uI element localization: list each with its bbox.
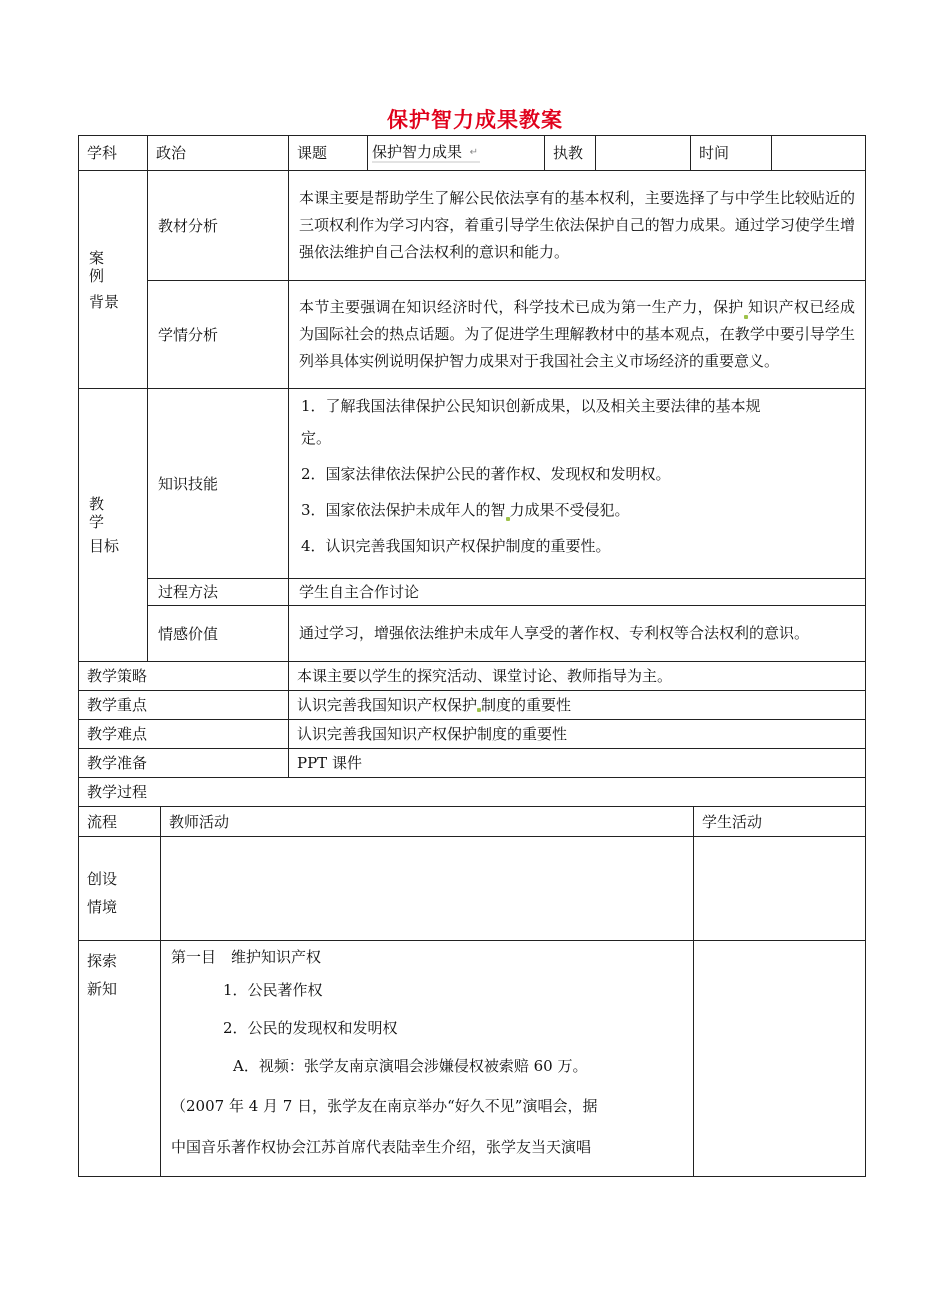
page-title: 保护智力成果教案 (387, 108, 563, 132)
stage-row (79, 941, 866, 1177)
strategy-label: 教学策略 (79, 662, 289, 691)
difficulty-row (79, 720, 866, 749)
goal-item-4: 4．认识完善我国知识产权保护制度的重要性。 (301, 537, 611, 555)
teaching-goals-label: 教 学 目标 (79, 389, 148, 662)
main-table (78, 135, 866, 807)
topic-value (368, 136, 545, 171)
header-row (79, 136, 866, 171)
strategy-row (79, 662, 866, 691)
goal-item-1-cont: 定。 (301, 429, 332, 447)
stage-row (79, 837, 866, 941)
student-activity-column-header: 学生活动 (694, 807, 866, 837)
material-row (79, 171, 866, 281)
activity-line: 1．公民著作权 (223, 981, 323, 999)
goal-item-2: 2．国家法律依法保护公民的著作权、发现权和发明权。 (301, 465, 671, 483)
explore-student-activity (694, 941, 866, 1177)
process-header-row (79, 807, 866, 837)
material-label: 教材分析 (148, 171, 289, 281)
preparation-row (79, 749, 866, 778)
activity-line: 2．公民的发现权和发明权 (223, 1019, 398, 1037)
emotion-text: 通过学习，增强依法维护未成年人享受的著作权、专利权等合法权利的意识。 (289, 606, 866, 662)
student-label: 学情分析 (148, 281, 289, 389)
emotion-row (79, 606, 866, 662)
flow-column-header: 流程 (79, 807, 161, 837)
key-point-text: 认识完善我国知识产权保护 制度的重要性 (289, 691, 866, 720)
stage-teacher-activity (161, 837, 694, 941)
key-point-label: 教学重点 (79, 691, 289, 720)
subject-label: 学科 (79, 136, 148, 171)
activity-line: （2007 年 4 月 7 日，张学友在南京举办“好久不见”演唱会，据 (171, 1097, 598, 1115)
time-value (772, 136, 866, 171)
teacher-activity-column-header: 教师活动 (161, 807, 694, 837)
emotion-label: 情感价值 (148, 606, 289, 662)
explore-teacher-activity (161, 941, 694, 1177)
stage-label-create: 创设 情境 (79, 837, 161, 941)
stage-student-activity (694, 837, 866, 941)
stage-label-explore: 探索 新知 (79, 941, 161, 1177)
teacher-value (596, 136, 691, 171)
material-text: 本课主要是帮助学生了解公民依法享有的基本权利，主要选择了与中学生比较贴近的三项权利作为学习内容，着重引导学生依法保护自己的智力成果。通过学习使学生增强依法维护自己合法权利的意识和能力。 (289, 171, 866, 281)
topic-label: 课题 (289, 136, 368, 171)
process-method-row (79, 579, 866, 606)
difficulty-text: 认识完善我国知识产权保护制度的重要性 (289, 720, 866, 749)
time-label: 时间 (691, 136, 772, 171)
student-row (79, 281, 866, 389)
student-text: 本节主要强调在知识经济时代，科学技术已成为第一生产力，保护 知识产权已经成为国际社会的热点话题。为了促进学生理解教材中的基本观点，在教学中要引导学生列举具体实例说明保护智力成果对于我国社会主义市场经济的重要意义。 (289, 281, 866, 389)
knowledge-row (79, 389, 866, 579)
case-background-label: 案 例 背景 (79, 171, 148, 389)
process-section-label: 教学过程 (79, 778, 866, 807)
process-table (78, 806, 866, 1177)
activity-line: A．视频：张学友南京演唱会涉嫌侵权被索赔 60 万。 (233, 1057, 588, 1075)
key-point-row (79, 691, 866, 720)
goal-item-1: 1．了解我国法律保护公民知识创新成果，以及相关主要法律的基本规 (301, 397, 761, 415)
strategy-text: 本课主要以学生的探究活动、课堂讨论、教师指导为主。 (289, 662, 866, 691)
process-section-row (79, 778, 866, 807)
paragraph-mark-icon: ↵ (469, 147, 479, 158)
process-method-text: 学生自主合作讨论 (289, 579, 866, 606)
process-method-label: 过程方法 (148, 579, 289, 606)
subject-value: 政治 (148, 136, 289, 171)
teacher-label: 执教 (545, 136, 596, 171)
activity-line: 中国音乐著作权协会江苏首席代表陆幸生介绍，张学友当天演唱 (171, 1138, 592, 1156)
knowledge-goals (289, 389, 866, 579)
goal-item-3: 3．国家依法保护未成年人的智 力成果不受侵犯。 (301, 501, 630, 519)
difficulty-label: 教学难点 (79, 720, 289, 749)
activity-line: 第一目 维护知识产权 (171, 948, 322, 966)
preparation-text: PPT 课件 (289, 749, 866, 778)
preparation-label: 教学准备 (79, 749, 289, 778)
topic-value-text: 保护智力成果 (372, 143, 463, 161)
knowledge-label: 知识技能 (148, 389, 289, 579)
